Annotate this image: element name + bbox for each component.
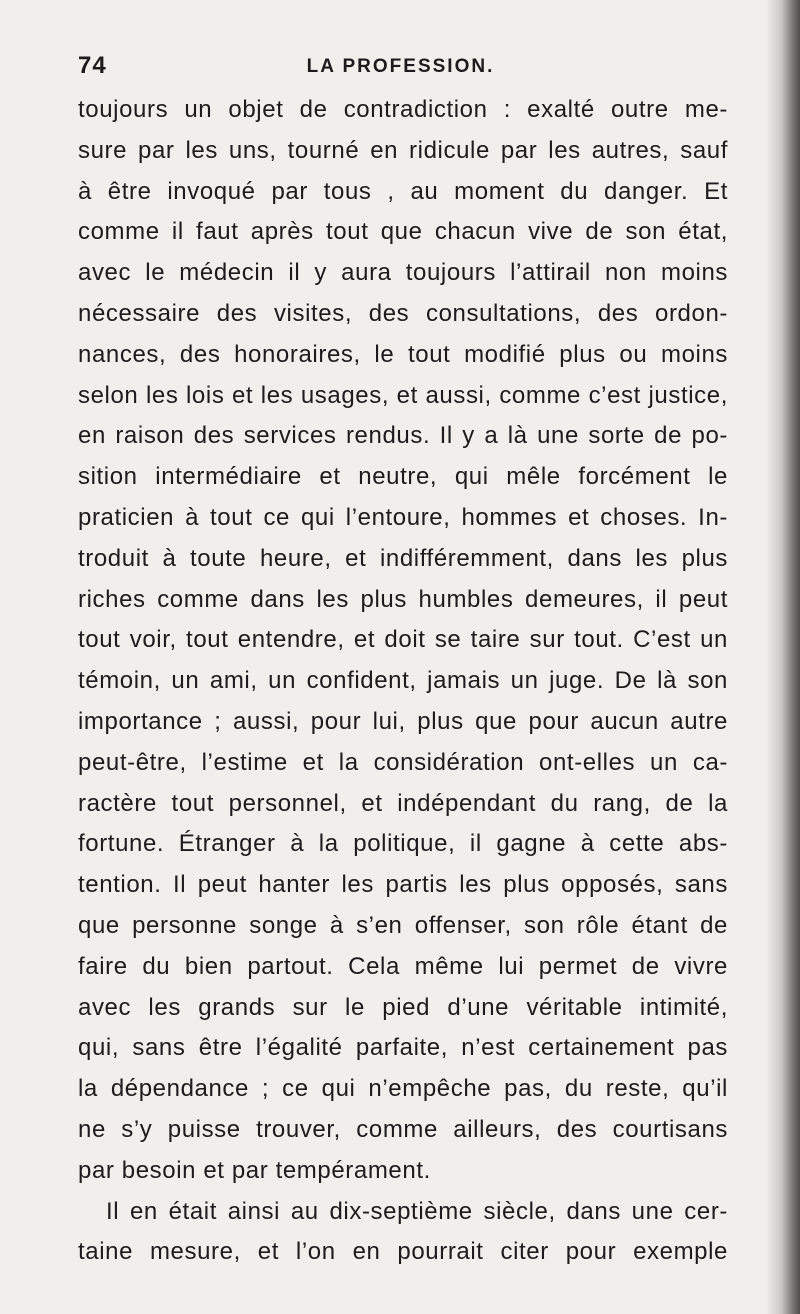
text-line: avec les grands sur le pied d’une véritable intimité, xyxy=(78,993,728,1021)
text-line: par besoin et par tempérament. xyxy=(78,1156,431,1184)
text-line: la dépendance ; ce qui n’empêche pas, du reste, qu’il xyxy=(78,1075,728,1103)
text-line: tout voir, tout entendre, et doit se taire sur tout. C’est un xyxy=(78,626,728,654)
text-line: sure par les uns, tourné en ridicule par les autres, sauf xyxy=(78,136,728,164)
text-line: à être invoqué par tous , au moment du danger. Et xyxy=(78,177,728,205)
running-head: LA PROFESSION. xyxy=(306,56,495,77)
text-line: nances, des honoraires, le tout modifié plus ou moins xyxy=(78,340,728,368)
text-line: qui, sans être l’égalité parfaite, n’est certainement pas xyxy=(78,1034,728,1062)
page-edge-shadow xyxy=(766,0,800,1314)
text-line: tention. Il peut hanter les partis les plus opposés, sans xyxy=(78,871,728,899)
page-header xyxy=(78,52,723,92)
text-line: ne s’y puisse trouver, comme ailleurs, des courtisans xyxy=(78,1115,728,1143)
text-line: praticien à tout ce qui l’entoure, hommes et choses. In- xyxy=(78,503,728,531)
text-line: témoin, un ami, un confident, jamais un juge. De là son xyxy=(78,667,728,695)
text-line: troduit à toute heure, et indifféremment, dans les plus xyxy=(78,544,728,572)
text-line: selon les lois et les usages, et aussi, comme c’est justice, xyxy=(78,381,728,409)
text-line: sition intermédiaire et neutre, qui mêle forcément le xyxy=(78,463,728,491)
body-text xyxy=(78,90,728,1273)
text-line: peut-être, l’estime et la considération ont-elles un ca- xyxy=(78,748,728,776)
text-line: avec le médecin il y aura toujours l’attirail non moins xyxy=(78,259,728,287)
text-line: ractère tout personnel, et indépendant du rang, de la xyxy=(78,789,728,817)
text-line: taine mesure, et l’on en pourrait citer pour exemple xyxy=(78,1238,728,1266)
text-line: fortune. Étranger à la politique, il gagne à cette abs- xyxy=(78,830,728,858)
text-line: faire du bien partout. Cela même lui permet de vivre xyxy=(78,952,728,980)
text-line: comme il faut après tout que chacun vive de son état, xyxy=(78,218,728,246)
text-line: toujours un objet de contradiction : exalté outre me- xyxy=(78,96,728,123)
text-line: riches comme dans les plus humbles demeures, il peut xyxy=(78,585,728,613)
text-line: nécessaire des visites, des consultations, des ordon- xyxy=(78,299,728,327)
page-number: 74 xyxy=(78,52,107,79)
text-line: en raison des services rendus. Il y a là une sorte de po- xyxy=(78,422,728,450)
text-line: importance ; aussi, pour lui, plus que pour aucun autre xyxy=(78,707,728,735)
text-line: que personne songe à s’en offenser, son rôle étant de xyxy=(78,911,728,939)
text-line: Il en était ainsi au dix-septième siècle, dans une cer- xyxy=(106,1197,728,1225)
